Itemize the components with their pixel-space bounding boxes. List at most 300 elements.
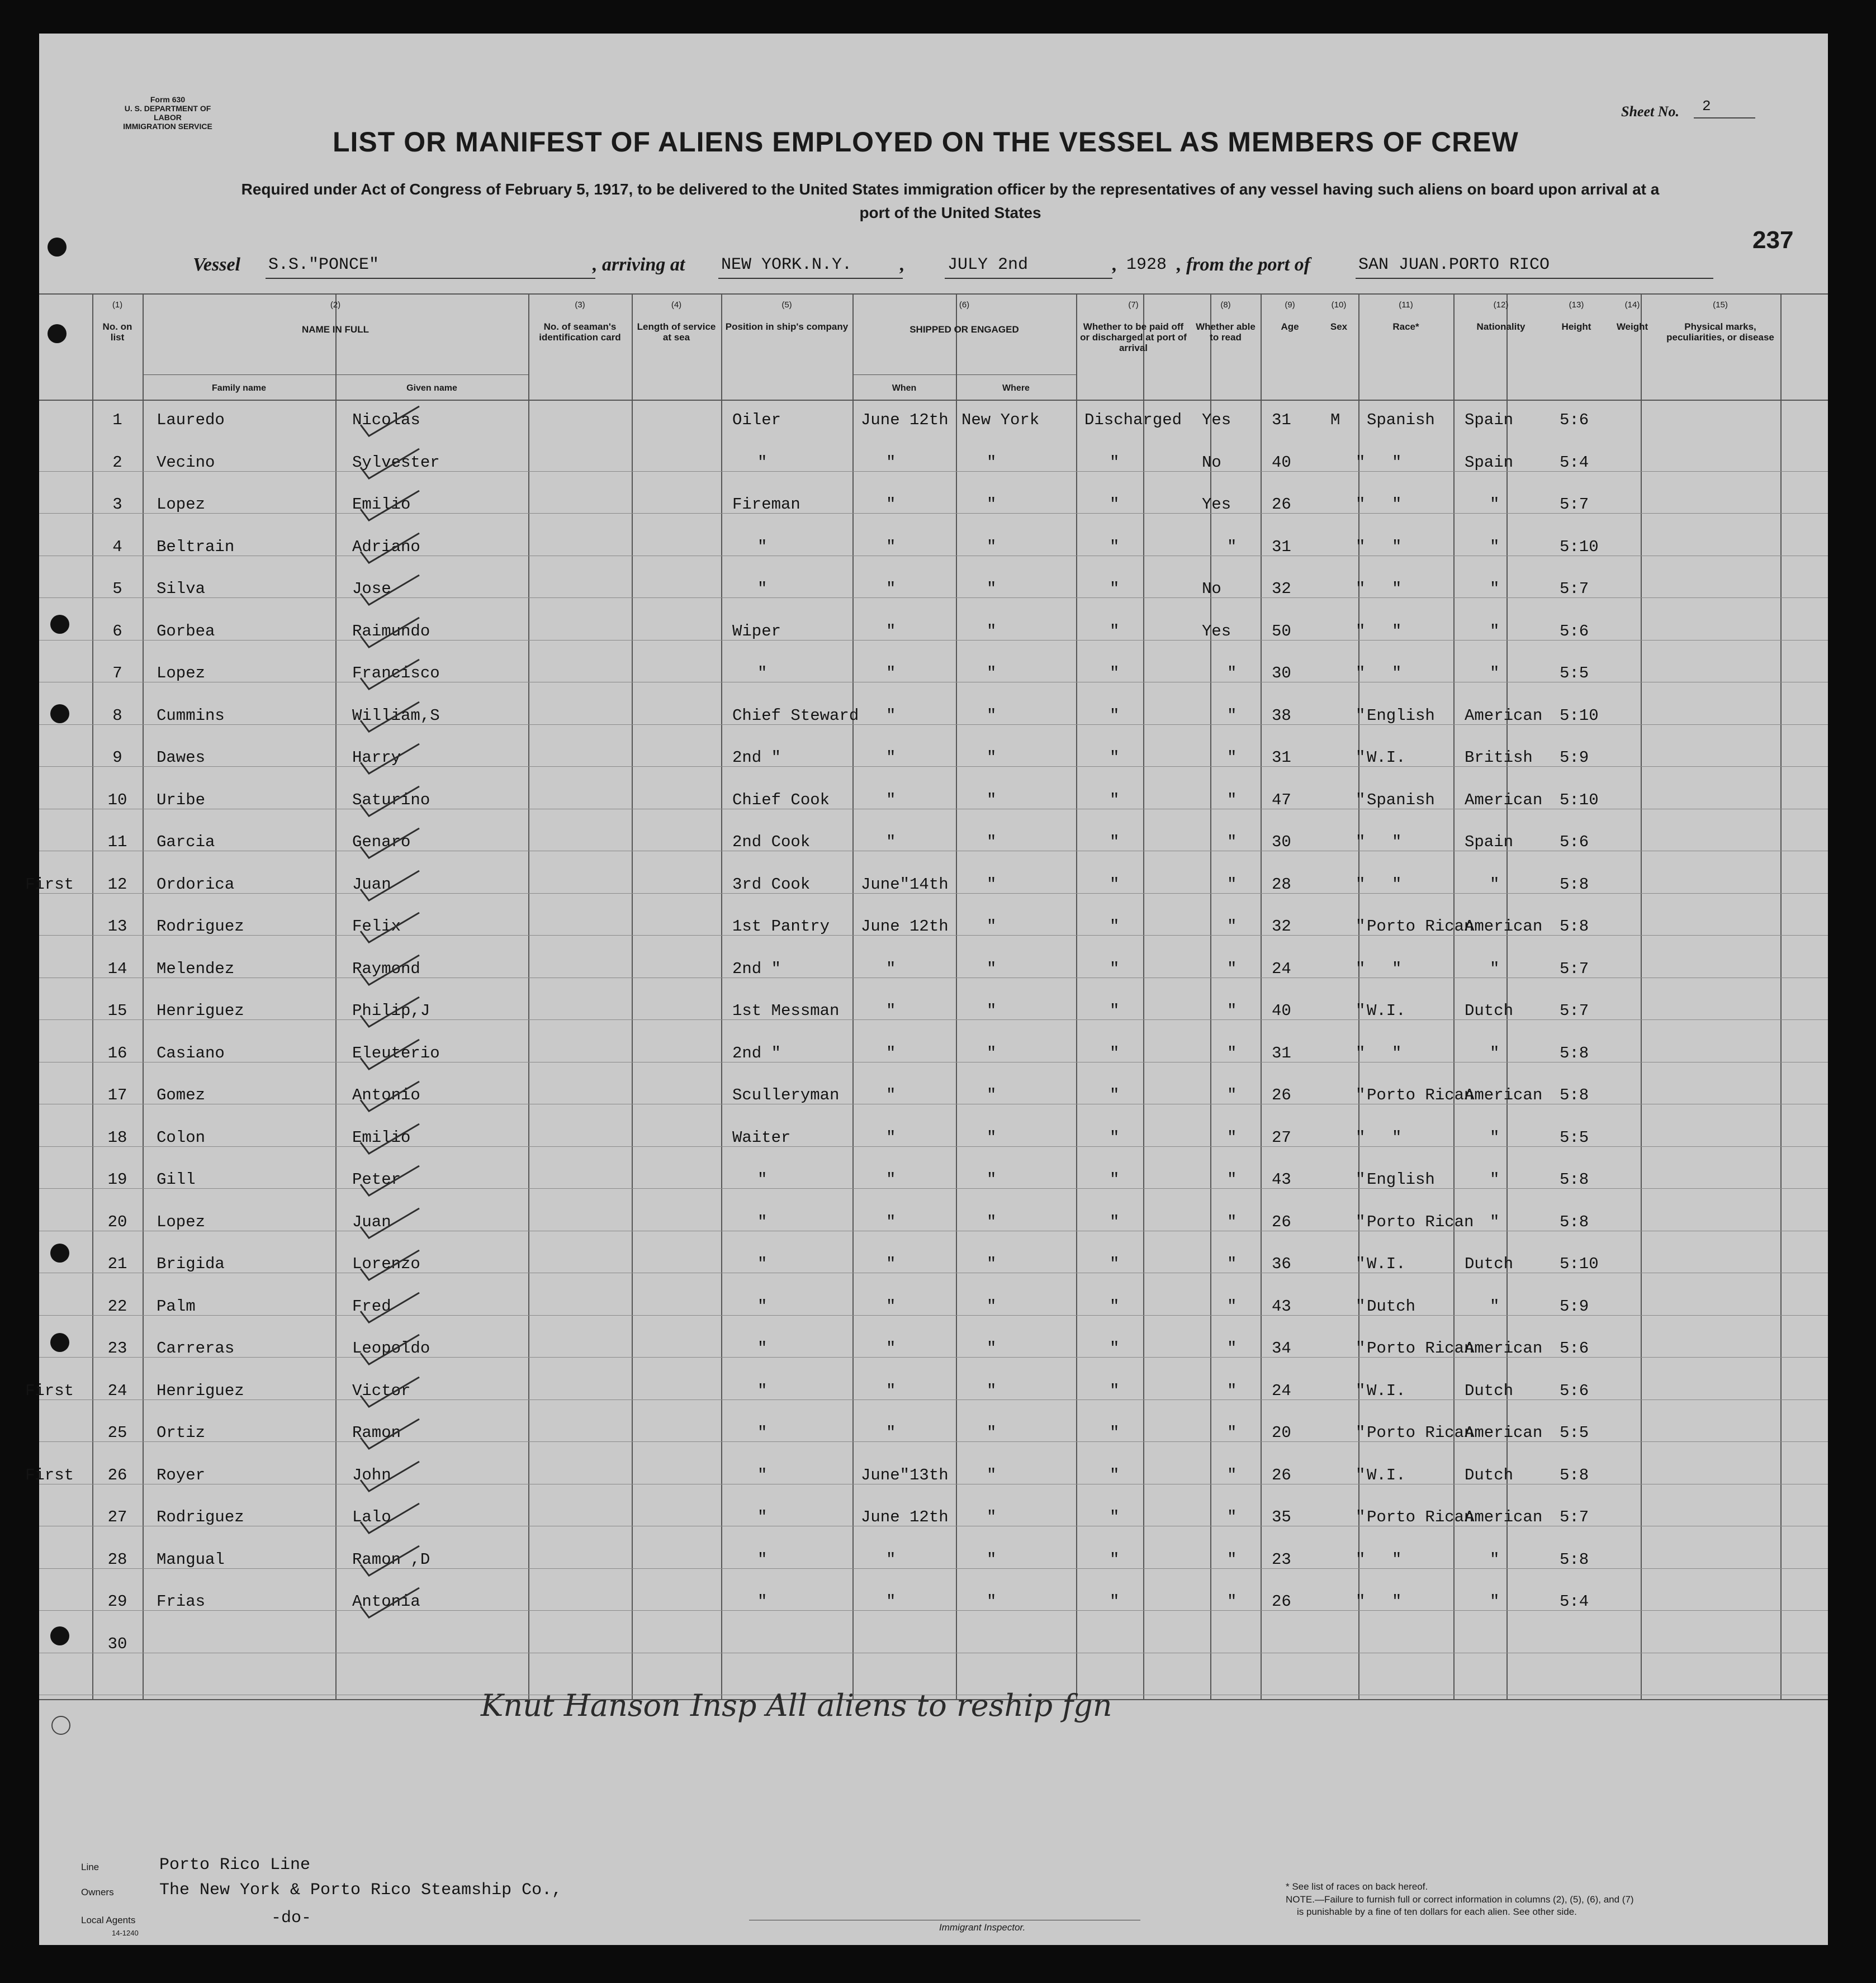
row-2-position: " [757, 453, 768, 472]
row-3-nat: " [1490, 495, 1500, 514]
row-21-paid: " [1110, 1255, 1120, 1273]
row-19-nat: " [1490, 1170, 1500, 1189]
row-17-where: " [987, 1086, 997, 1104]
row-12-no: 12 [107, 875, 127, 894]
row-9-sex: " [1356, 748, 1366, 767]
row-9-height: 5:9 [1560, 748, 1589, 767]
checkmark-icon [358, 448, 425, 481]
crew-table [25, 288, 1828, 1847]
page-title: LIST OR MANIFEST OF ALIENS EMPLOYED ON THE VESSEL AS MEMBERS OF CREW [333, 126, 1519, 158]
row-7-position: " [757, 664, 768, 682]
column-header-5: Position in ship's company [725, 321, 849, 332]
row-29-sex: " [1356, 1592, 1366, 1611]
punch-hole [50, 1626, 69, 1645]
row-3-paid: " [1110, 495, 1120, 514]
name-split-rule [335, 374, 336, 1699]
row-20-height: 5:8 [1560, 1212, 1589, 1231]
sheet-number-rule [1694, 117, 1755, 118]
row-14-read: " [1227, 959, 1237, 978]
row-23-paid: " [1110, 1339, 1120, 1358]
column-rule [1453, 293, 1455, 1699]
row-18-position: Waiter [732, 1128, 791, 1147]
subtitle-line-2: port of the United States [859, 204, 1041, 221]
row-9-age: 31 [1272, 748, 1291, 767]
row-30-no: 30 [107, 1634, 127, 1653]
row-28-race: " [1392, 1550, 1402, 1569]
row-15-height: 5:7 [1560, 1002, 1589, 1020]
row-18-where: " [987, 1128, 997, 1147]
row-4-position: " [757, 537, 768, 556]
row-27-height: 5:7 [1560, 1508, 1589, 1526]
row-16-height: 5:8 [1560, 1043, 1589, 1062]
row-16-sex: " [1356, 1043, 1366, 1062]
checkmark-icon [358, 574, 425, 608]
row-16-where: " [987, 1043, 997, 1062]
column-number-6: (6) [959, 300, 970, 310]
manifest-sheet [25, 34, 1828, 1945]
row-22-given: Fred [352, 1297, 391, 1316]
row-20-family: Lopez [157, 1212, 206, 1231]
row-20-position: " [757, 1212, 768, 1231]
subtitle [84, 178, 1817, 225]
row-17-height: 5:8 [1560, 1086, 1589, 1104]
row-2-when: " [886, 453, 896, 472]
row-6-where: " [987, 622, 997, 641]
row-5-where: " [987, 580, 997, 598]
column-number-5: (5) [781, 300, 792, 310]
row-16-race: " [1392, 1043, 1402, 1062]
row-20-no: 20 [107, 1212, 127, 1231]
row-13-race: Porto Rican [1367, 917, 1474, 936]
row-4-given: Adriano [352, 537, 420, 556]
column-header-15: Physical marks, peculiarities, or disease [1666, 321, 1774, 343]
row-19-when: " [886, 1170, 896, 1189]
checkmark-icon [358, 1038, 425, 1072]
row-14-position: 2nd " [732, 959, 781, 978]
row-21-age: 36 [1272, 1255, 1291, 1273]
row-29-when: " [886, 1592, 896, 1611]
column-number-2: (2) [330, 300, 341, 310]
row-19-where: " [987, 1170, 997, 1189]
row-13-where: " [987, 917, 997, 936]
row-22-when: " [886, 1297, 896, 1316]
row-23-nat: American [1465, 1339, 1543, 1358]
checkmark-icon [358, 785, 425, 819]
row-9-no: 9 [112, 748, 122, 767]
row-29-age: 26 [1272, 1592, 1291, 1611]
row-4-nat: " [1490, 537, 1500, 556]
shipped-subhead-rule [852, 374, 1076, 375]
row-26-no: 26 [107, 1465, 127, 1484]
row-16-paid: " [1110, 1043, 1120, 1062]
footnote-penalty-2: is punishable by a fine of ten dollars for each alien. See other side. [1297, 1906, 1577, 1917]
arriving-label: , arriving at [593, 254, 685, 275]
row-24-nat: Dutch [1465, 1381, 1514, 1400]
row-12-paid: " [1110, 875, 1120, 894]
row-9-paid: " [1110, 748, 1120, 767]
subheader-given: Given name [406, 383, 457, 393]
row-21-given: Lorenzo [352, 1255, 420, 1273]
row-15-when: " [886, 1002, 896, 1020]
column-rule [143, 293, 144, 1699]
punch-hole [50, 1244, 69, 1263]
row-1-paid: Discharged [1084, 411, 1182, 429]
row-13-when: June 12th [861, 917, 949, 936]
row-15-no: 15 [107, 1002, 127, 1020]
column-rule [852, 293, 854, 1699]
row-25-read: " [1227, 1424, 1237, 1442]
row-6-read: Yes [1202, 622, 1231, 641]
row-18-no: 18 [107, 1128, 127, 1147]
checkmark-icon [358, 954, 425, 988]
checkmark-icon [358, 912, 425, 945]
column-number-11: (11) [1399, 300, 1413, 310]
row-17-family: Gomez [157, 1086, 206, 1104]
row-7-where: " [987, 664, 997, 682]
checkmark-icon [358, 1376, 425, 1410]
row-17-given: Antonio [352, 1086, 420, 1104]
row-8-nat: American [1465, 706, 1543, 725]
row-1-given: Nicolas [352, 411, 420, 429]
column-header-9: Age [1281, 321, 1299, 332]
row-17-nat: American [1465, 1086, 1543, 1104]
row-4-race: " [1392, 537, 1402, 556]
row-3-height: 5:7 [1560, 495, 1589, 514]
row-23-sex: " [1356, 1339, 1366, 1358]
row-2-race: " [1392, 453, 1402, 472]
row-13-height: 5:8 [1560, 917, 1589, 936]
row-12-sex: " [1356, 875, 1366, 894]
row-21-sex: " [1356, 1255, 1366, 1273]
row-21-height: 5:10 [1560, 1255, 1599, 1273]
row-26-family: Royer [157, 1465, 206, 1484]
row-8-race: English [1367, 706, 1435, 725]
row-25-height: 5:5 [1560, 1424, 1589, 1442]
owners-value: The New York & Porto Rico Steamship Co., [159, 1881, 562, 1900]
row-13-nat: American [1465, 917, 1543, 936]
row-4-no: 4 [112, 537, 122, 556]
row-24-no: 24 [107, 1381, 127, 1400]
arrival-date: JULY 2nd [948, 255, 1029, 274]
row-6-nat: " [1490, 622, 1500, 641]
row-24-read: " [1227, 1381, 1237, 1400]
row-15-race: W.I. [1367, 1002, 1406, 1020]
row-6-when: " [886, 622, 896, 641]
row-11-when: " [886, 833, 896, 851]
row-10-height: 5:10 [1560, 790, 1599, 809]
row-15-read: " [1227, 1002, 1237, 1020]
row-1-when: June 12th [861, 411, 949, 429]
row-22-family: Palm [157, 1297, 196, 1316]
row-1-position: Oiler [732, 411, 781, 429]
row-15-where: " [987, 1002, 997, 1020]
punch-hole [50, 704, 69, 723]
row-20-sex: " [1356, 1212, 1366, 1231]
row-7-when: " [886, 664, 896, 682]
row-11-race: " [1392, 833, 1402, 851]
row-23-position: " [757, 1339, 768, 1358]
row-27-age: 35 [1272, 1508, 1291, 1526]
row-14-family: Melendez [157, 959, 235, 978]
line-value: Porto Rico Line [159, 1856, 311, 1875]
row-2-where: " [987, 453, 997, 472]
checkmark-icon [358, 1080, 425, 1114]
column-number-12: (12) [1493, 300, 1509, 310]
row-14-no: 14 [107, 959, 127, 978]
row-3-read: Yes [1202, 495, 1231, 514]
vessel-label: Vessel [193, 254, 240, 275]
row-8-no: 8 [112, 706, 122, 725]
column-number-7: (7) [1128, 300, 1139, 310]
row-19-read: " [1227, 1170, 1237, 1189]
row-18-paid: " [1110, 1128, 1120, 1147]
checkmark-icon [358, 996, 425, 1030]
checkmark-icon [358, 1165, 425, 1198]
column-header-14: Weight [1616, 321, 1648, 332]
row-13-no: 13 [107, 917, 127, 936]
row-8-paid: " [1110, 706, 1120, 725]
checkmark-icon [358, 532, 425, 566]
column-header-11: Race* [1392, 321, 1419, 332]
row-27-position: " [757, 1508, 768, 1526]
row-12-read: " [1227, 875, 1237, 894]
print-code: 14-1240 [112, 1929, 139, 1937]
row-26-paid: " [1110, 1465, 1120, 1484]
row-16-age: 31 [1272, 1043, 1291, 1062]
row-17-when: " [886, 1086, 896, 1104]
row-23-height: 5:6 [1560, 1339, 1589, 1358]
row-27-read: " [1227, 1508, 1237, 1526]
row-10-race: Spanish [1367, 790, 1435, 809]
row-14-race: " [1392, 959, 1402, 978]
row-14-nat: " [1490, 959, 1500, 978]
row-6-height: 5:6 [1560, 622, 1589, 641]
row-20-age: 26 [1272, 1212, 1291, 1231]
row-25-race: Porto Rican [1367, 1424, 1474, 1442]
row-7-race: " [1392, 664, 1402, 682]
row-24-height: 5:6 [1560, 1381, 1589, 1400]
row-3-race: " [1392, 495, 1402, 514]
from-label: , from the port of [1177, 254, 1310, 275]
row-7-sex: " [1356, 664, 1366, 682]
punch-hole-empty [51, 1716, 70, 1735]
row-7-paid: " [1110, 664, 1120, 682]
row-10-paid: " [1110, 790, 1120, 809]
row-18-read: " [1227, 1128, 1237, 1147]
row-7-nat: " [1490, 664, 1500, 682]
row-22-height: 5:9 [1560, 1297, 1589, 1316]
checkmark-icon [358, 658, 425, 692]
row-11-sex: " [1356, 833, 1366, 851]
row-8-age: 38 [1272, 706, 1291, 725]
punch-hole [48, 324, 67, 343]
row-25-sex: " [1356, 1424, 1366, 1442]
row-5-nat: " [1490, 580, 1500, 598]
row-9-nat: British [1465, 748, 1533, 767]
departure-port: SAN JUAN.PORTO RICO [1358, 255, 1550, 274]
checkmark-icon [358, 1249, 425, 1283]
row-2-nat: Spain [1465, 453, 1514, 472]
column-number-9: (9) [1285, 300, 1295, 310]
row-15-given: Philip,J [352, 1002, 430, 1020]
row-22-where: " [987, 1297, 997, 1316]
row-21-read: " [1227, 1255, 1237, 1273]
row-15-position: 1st Messman [732, 1002, 840, 1020]
row-14-where: " [987, 959, 997, 978]
row-2-read: No [1202, 453, 1221, 472]
owners-label: Owners [81, 1887, 114, 1897]
checkmark-icon [358, 490, 425, 523]
row-6-race: " [1392, 622, 1402, 641]
row-11-paid: " [1110, 833, 1120, 851]
row-11-where: " [987, 833, 997, 851]
row-28-paid: " [1110, 1550, 1120, 1569]
row-27-paid: " [1110, 1508, 1120, 1526]
row-3-no: 3 [112, 495, 122, 514]
subtitle-line-1: Required under Act of Congress of February 5, 1917, to be delivered to the United States immigration officer by the representatives of any vessel having such aliens on board upon arrival at a [241, 181, 1660, 198]
row-11-nat: Spain [1465, 833, 1514, 851]
row-26-where: " [987, 1465, 997, 1484]
row-28-family: Mangual [157, 1550, 225, 1569]
column-header-7: Whether to be paid off or discharged at port of arrival [1080, 321, 1187, 353]
row-22-race: Dutch [1367, 1297, 1416, 1316]
row-29-given: Antonia [352, 1592, 420, 1611]
row-4-family: Beltrain [157, 537, 235, 556]
row-6-position: Wiper [732, 622, 781, 641]
row-21-when: " [886, 1255, 896, 1273]
column-rule [1076, 293, 1077, 1699]
row-11-position: 2nd Cook [732, 833, 811, 851]
row-8-sex: " [1356, 706, 1366, 725]
row-10-when: " [886, 790, 896, 809]
row-13-family: Rodriguez [157, 917, 244, 936]
row-27-nat: American [1465, 1508, 1543, 1526]
row-27-where: " [987, 1508, 997, 1526]
row-2-no: 2 [112, 453, 122, 472]
row-27-family: Rodriguez [157, 1508, 244, 1526]
row-12-race: " [1392, 875, 1402, 894]
row-25-no: 25 [107, 1424, 127, 1442]
row-14-when: " [886, 959, 896, 978]
row-5-family: Silva [157, 580, 206, 598]
column-number-13: (13) [1569, 300, 1584, 310]
row-4-age: 31 [1272, 537, 1291, 556]
inspector-annotation: Knut Hanson Insp All aliens to reship fgn [481, 1688, 1112, 1723]
row-10-family: Uribe [157, 790, 206, 809]
row-12-position: 3rd Cook [732, 875, 811, 894]
row-28-nat: " [1490, 1550, 1500, 1569]
row-26-sex: " [1356, 1465, 1366, 1484]
row-20-where: " [987, 1212, 997, 1231]
column-rule [956, 293, 957, 1699]
row-24-mark: First [25, 1381, 74, 1400]
header-bottom-rule [39, 400, 1828, 401]
column-rule [1507, 293, 1508, 1699]
row-25-nat: American [1465, 1424, 1543, 1442]
row-22-sex: " [1356, 1297, 1366, 1316]
row-23-family: Carreras [157, 1339, 235, 1358]
row-14-age: 24 [1272, 959, 1291, 978]
subheader-family: Family name [212, 383, 266, 393]
column-number-15: (15) [1713, 300, 1728, 310]
row-19-height: 5:8 [1560, 1170, 1589, 1189]
row-29-family: Frias [157, 1592, 206, 1611]
punch-hole [50, 1333, 69, 1352]
row-18-sex: " [1356, 1128, 1366, 1147]
row-28-sex: " [1356, 1550, 1366, 1569]
row-24-given: Victor [352, 1381, 411, 1400]
row-15-paid: " [1110, 1002, 1120, 1020]
row-29-no: 29 [107, 1592, 127, 1611]
row-11-no: 11 [107, 833, 127, 851]
row-2-sex: " [1356, 453, 1366, 472]
checkmark-icon [358, 701, 425, 734]
row-10-age: 47 [1272, 790, 1291, 809]
row-28-when: " [886, 1550, 896, 1569]
row-14-height: 5:7 [1560, 959, 1589, 978]
row-11-age: 30 [1272, 833, 1291, 851]
row-9-read: " [1227, 748, 1237, 767]
row-24-sex: " [1356, 1381, 1366, 1400]
row-1-nat: Spain [1465, 411, 1514, 429]
row-23-where: " [987, 1339, 997, 1358]
row-25-when: " [886, 1424, 896, 1442]
column-rule [721, 293, 722, 1699]
row-24-paid: " [1110, 1381, 1120, 1400]
row-5-height: 5:7 [1560, 580, 1589, 598]
row-22-read: " [1227, 1297, 1237, 1316]
column-rule [1143, 293, 1144, 1699]
row-11-height: 5:6 [1560, 833, 1589, 851]
row-13-sex: " [1356, 917, 1366, 936]
row-26-height: 5:8 [1560, 1465, 1589, 1484]
row-27-no: 27 [107, 1508, 127, 1526]
row-14-paid: " [1110, 959, 1120, 978]
row-7-family: Lopez [157, 664, 206, 682]
footnote-races: * See list of races on back hereof. [1286, 1881, 1428, 1892]
footnote-penalty: NOTE.—Failure to furnish full or correct information in columns (2), (5), (6), and (7) [1286, 1894, 1634, 1905]
row-14-given: Raymond [352, 959, 420, 978]
row-14-sex: " [1356, 959, 1366, 978]
row-15-age: 40 [1272, 1002, 1291, 1020]
row-20-given: Juan [352, 1212, 391, 1231]
row-29-height: 5:4 [1560, 1592, 1589, 1611]
row-23-age: 34 [1272, 1339, 1291, 1358]
row-19-given: Peter [352, 1170, 401, 1189]
row-7-age: 30 [1272, 664, 1291, 682]
row-16-read: " [1227, 1043, 1237, 1062]
vessel-line: Vessel S.S."PONCE" , arriving at NEW YORK.N.Y. , JULY 2nd , 1928 , from the port of SAN JUAN.PORTO RICO [193, 249, 1725, 282]
row-17-race: Porto Rican [1367, 1086, 1474, 1104]
sheet-number: 2 [1702, 98, 1711, 115]
row-22-no: 22 [107, 1297, 127, 1316]
row-26-read: " [1227, 1465, 1237, 1484]
row-26-mark: First [25, 1465, 74, 1484]
row-29-position: " [757, 1592, 768, 1611]
row-10-given: Saturino [352, 790, 430, 809]
row-5-sex: " [1356, 580, 1366, 598]
row-18-nat: " [1490, 1128, 1500, 1147]
row-6-no: 6 [112, 622, 122, 641]
row-19-age: 43 [1272, 1170, 1291, 1189]
row-27-sex: " [1356, 1508, 1366, 1526]
row-5-paid: " [1110, 580, 1120, 598]
column-header-10: Sex [1330, 321, 1348, 332]
column-number-4: (4) [671, 300, 682, 310]
row-13-position: 1st Pantry [732, 917, 830, 936]
form-number: Form 630 [150, 95, 186, 104]
row-13-paid: " [1110, 917, 1120, 936]
